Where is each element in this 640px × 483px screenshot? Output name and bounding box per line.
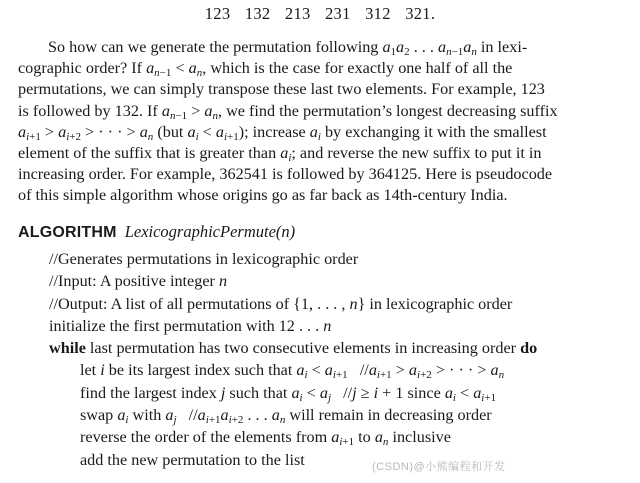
algorithm-name: LexicographicPermute(n) [124,222,296,241]
algorithm-keyword: ALGORITHM [18,224,117,241]
body-paragraph [18,37,622,207]
paragraph-line: So how can we generate the permutation following $a_1a_2$ . . . $a_{n-1}a_n$ in lexi- [48,38,528,58]
paragraph-line: is followed by 132. If $a_{n-1} > a_n$, we find the permutation’s longest decreasing suffix [18,101,558,122]
paragraph-line: $a_{i+1} > a_{i+2}$ > · · · > $a_n$ (but $a_i < a_{i+1}$); increase $a_i$ by exchanging it with the smallest [18,122,547,143]
permutation-item: 213 [284,4,311,23]
paragraph-line: cographic order? If $a_{n-1} < a_n$, which is the case for exactly one half of all the [18,59,513,80]
watermark: (CSDN)@小熊编程和开发 [372,461,506,473]
paragraph-line: of this simple algorithm whose origins go as far back as 14th-century India. [18,186,508,205]
permutation-item: 321. [405,4,436,23]
pseudocode-block [49,248,537,471]
code-while-line: while last permutation has two consecutive elements in increasing order do [49,339,538,358]
code-line: add the new permutation to the list [80,450,305,469]
code-comment: //Generates permutations in lexicographic order [49,250,359,268]
permutation-item: 132 [244,4,271,23]
permutation-item: 123 [204,4,231,23]
code-comment: //Output: A list of all permutations of {1, . . . , n} in lexicographic order [49,294,513,313]
code-comment: //Input: A positive integer n [49,272,228,291]
code-line: swap $a_i$ with $a_j$ $//a_{i+1}a_{i+2}$ . . . $a_n$ will remain in decreasing order [80,406,492,427]
code-line: let i be its largest index such that $a_i < a_{i+1}$ $//a_{i+1} > a_{i+2}$ > · · · > $a_n$ [80,361,505,382]
permutation-list [0,4,640,24]
permutation-item: 231 [325,4,351,23]
paragraph-line: element of the suffix that is greater than $a_i$; and reverse the new suffix to put it in [18,143,542,164]
algorithm-heading [18,222,295,242]
permutation-item: 312 [365,4,391,23]
paragraph-line: increasing order. For example, 362541 is followed by 364125. Here is pseudocode [18,165,553,184]
code-line: find the largest index j such that $a_i < a_j$ //j ≥ i + 1 since $a_i < a_{i+1}$ [80,383,497,404]
code-line: reverse the order of the elements from $a_{i+1}$ to $a_n$ inclusive [80,428,451,449]
code-line: initialize the first permutation with 12 . . . n [49,316,332,335]
paragraph-line: permutations, we can simply transpose these last two elements. For example, 123 [18,80,545,99]
